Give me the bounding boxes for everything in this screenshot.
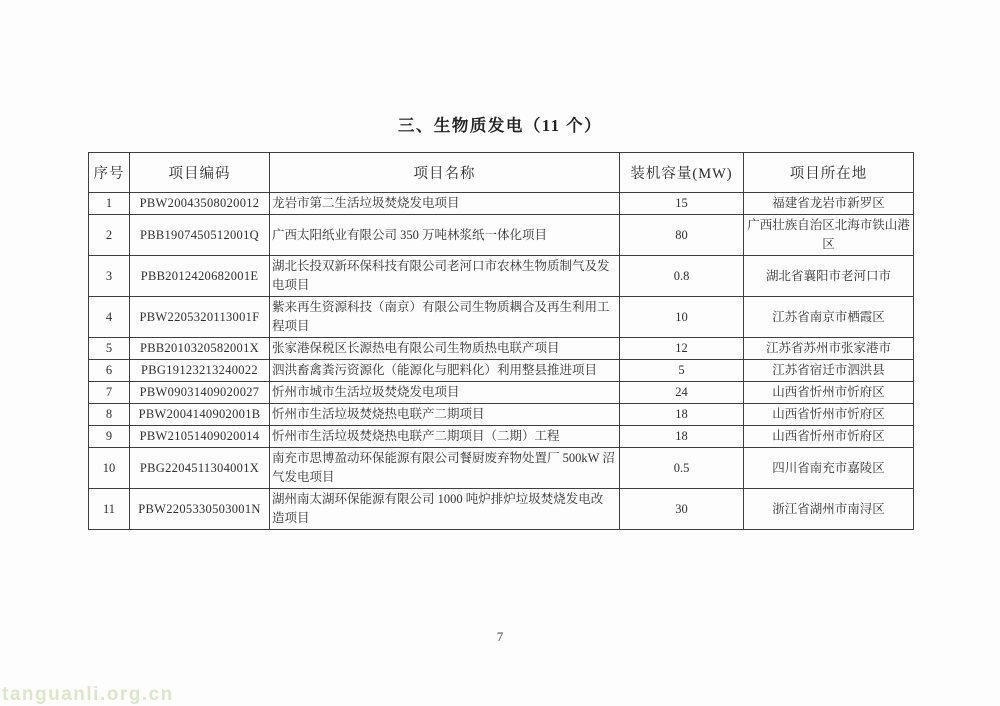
- header-no: 序号: [89, 153, 130, 193]
- row-number-cell: 11: [89, 489, 130, 530]
- project-name-cell: 龙岩市第二生活垃圾焚烧发电项目: [270, 193, 620, 215]
- project-code-cell: PBW09031409020027: [130, 382, 270, 404]
- project-code-cell: PBW2004140902001B: [130, 404, 270, 426]
- table-row: [89, 489, 914, 530]
- location-cell: 广西壮族自治区北海市铁山港区: [744, 215, 914, 256]
- header-name: 项目名称: [270, 153, 620, 193]
- project-name-cell: 忻州市生活垃圾焚烧热电联产二期项目（二期）工程: [270, 426, 620, 448]
- table-row: [89, 215, 914, 256]
- location-cell: 江苏省南京市栖霞区: [744, 297, 914, 338]
- row-number-cell: 3: [89, 256, 130, 297]
- capacity-cell: 24: [620, 382, 744, 404]
- project-name-cell: 泗洪畜禽粪污资源化（能源化与肥料化）利用整县推进项目: [270, 360, 620, 382]
- capacity-cell: 12: [620, 338, 744, 360]
- capacity-cell: 5: [620, 360, 744, 382]
- project-code-cell: PBB1907450512001Q: [130, 215, 270, 256]
- row-number-cell: 6: [89, 360, 130, 382]
- location-cell: 江苏省苏州市张家港市: [744, 338, 914, 360]
- row-number-cell: 1: [89, 193, 130, 215]
- header-capacity: 装机容量(MW): [620, 153, 744, 193]
- table-row: [89, 297, 914, 338]
- table-row: [89, 426, 914, 448]
- row-number-cell: 10: [89, 448, 130, 489]
- table-row: [89, 338, 914, 360]
- row-number-cell: 2: [89, 215, 130, 256]
- header-location: 项目所在地: [744, 153, 914, 193]
- row-number-cell: 9: [89, 426, 130, 448]
- location-cell: 浙江省湖州市南浔区: [744, 489, 914, 530]
- table-row: [89, 404, 914, 426]
- header-code: 项目编码: [130, 153, 270, 193]
- capacity-cell: 15: [620, 193, 744, 215]
- project-code-cell: PBW2205320113001F: [130, 297, 270, 338]
- location-cell: 湖北省襄阳市老河口市: [744, 256, 914, 297]
- capacity-cell: 10: [620, 297, 744, 338]
- table-row: [89, 360, 914, 382]
- capacity-cell: 0.5: [620, 448, 744, 489]
- capacity-cell: 30: [620, 489, 744, 530]
- capacity-cell: 18: [620, 404, 744, 426]
- project-code-cell: PBG2204511304001X: [130, 448, 270, 489]
- header-row: [89, 153, 914, 193]
- biomass-projects-table: [88, 152, 914, 530]
- capacity-cell: 18: [620, 426, 744, 448]
- project-name-cell: 湖州南太湖环保能源有限公司 1000 吨炉排炉垃圾焚烧发电改造项目: [270, 489, 620, 530]
- project-code-cell: PBB2010320582001X: [130, 338, 270, 360]
- row-number-cell: 4: [89, 297, 130, 338]
- project-name-cell: 广西太阳纸业有限公司 350 万吨林浆纸一体化项目: [270, 215, 620, 256]
- location-cell: 四川省南充市嘉陵区: [744, 448, 914, 489]
- location-cell: 福建省龙岩市新罗区: [744, 193, 914, 215]
- project-name-cell: 湖北长投双新环保科技有限公司老河口市农林生物质制气及发电项目: [270, 256, 620, 297]
- location-cell: 江苏省宿迁市泗洪县: [744, 360, 914, 382]
- section-title: 三、生物质发电（11 个）: [397, 116, 603, 135]
- project-name-cell: 张家港保税区长源热电有限公司生物质热电联产项目: [270, 338, 620, 360]
- capacity-cell: 80: [620, 215, 744, 256]
- table-row: [89, 256, 914, 297]
- project-code-cell: PBB2012420682001E: [130, 256, 270, 297]
- row-number-cell: 5: [89, 338, 130, 360]
- location-cell: 山西省忻州市忻府区: [744, 404, 914, 426]
- table-row: [89, 382, 914, 404]
- project-code-cell: PBG19123213240022: [130, 360, 270, 382]
- page-number: 7: [496, 629, 504, 644]
- table-header: [89, 153, 914, 193]
- project-name-cell: 紫来再生资源科技（南京）有限公司生物质耦合及再生利用工程项目: [270, 297, 620, 338]
- row-number-cell: 8: [89, 404, 130, 426]
- location-cell: 山西省忻州市忻府区: [744, 382, 914, 404]
- watermark-text: tanguanli.org.cn: [2, 684, 174, 705]
- table-body: [89, 193, 914, 530]
- project-code-cell: PBW2205330503001N: [130, 489, 270, 530]
- capacity-cell: 0.8: [620, 256, 744, 297]
- project-code-cell: PBW20043508020012: [130, 193, 270, 215]
- table-row: [89, 448, 914, 489]
- project-name-cell: 忻州市城市生活垃圾焚烧发电项目: [270, 382, 620, 404]
- location-cell: 山西省忻州市忻府区: [744, 426, 914, 448]
- project-name-cell: 南充市思博盈动环保能源有限公司餐厨废弃物处置厂 500kW 沼气发电项目: [270, 448, 620, 489]
- row-number-cell: 7: [89, 382, 130, 404]
- project-code-cell: PBW21051409020014: [130, 426, 270, 448]
- table-row: [89, 193, 914, 215]
- project-name-cell: 忻州市生活垃圾焚烧热电联产二期项目: [270, 404, 620, 426]
